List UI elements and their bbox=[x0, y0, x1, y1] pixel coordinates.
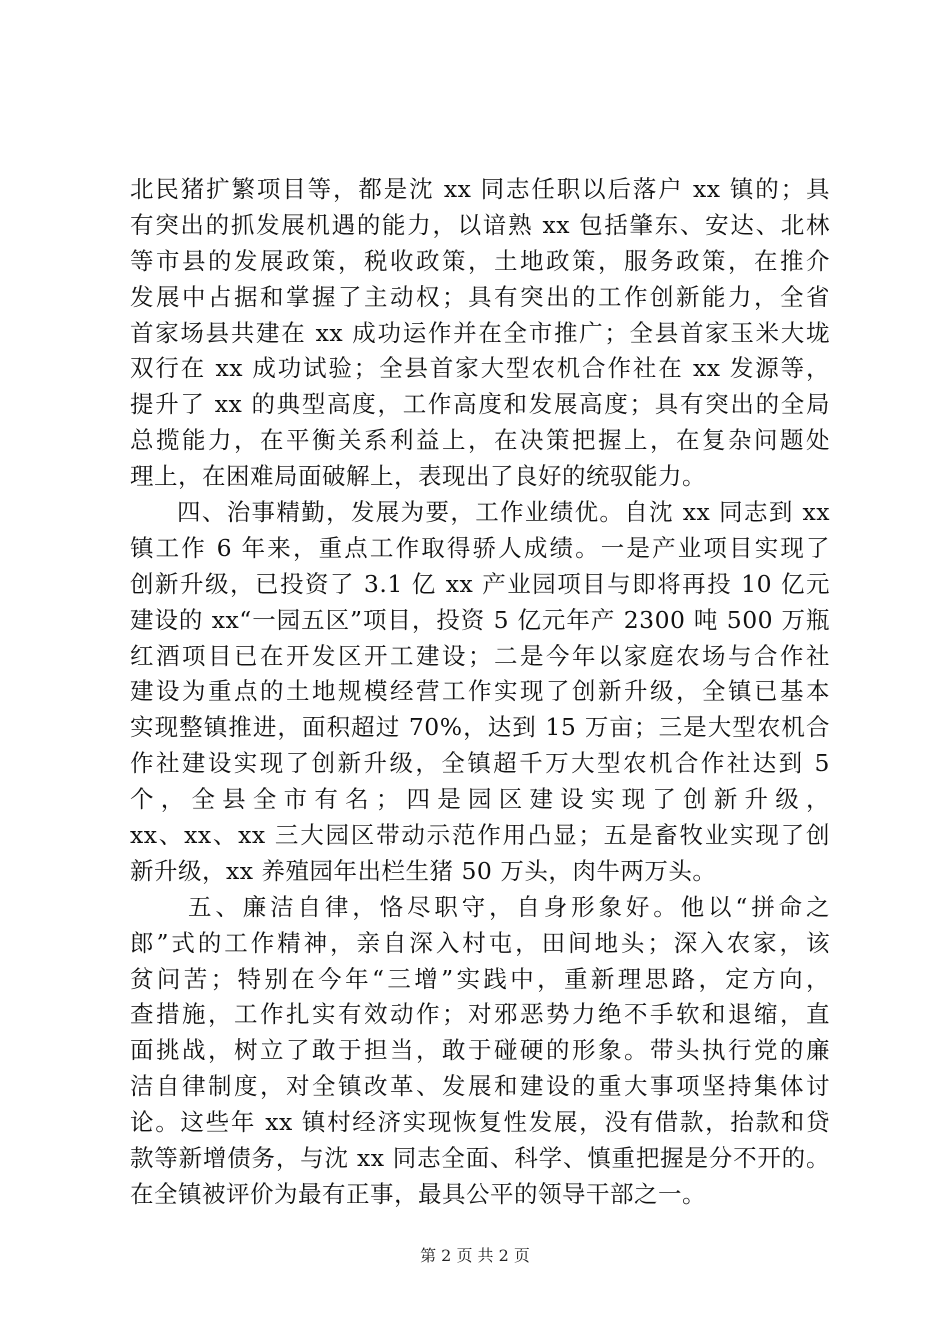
text-line: 首家场县共建在 xx 成功运作并在全市推广；全县首家玉米大垅 bbox=[130, 318, 830, 347]
text-line: 镇工作 6 年来，重点工作取得骄人成绩。一是产业项目实现了 bbox=[130, 533, 830, 562]
text-line: 北民猪扩繁项目等，都是沈 xx 同志任职以后落户 xx 镇的；具 bbox=[130, 175, 830, 203]
text-line: 个，全县全市有名；四是园区建设实现了创新升级， bbox=[130, 785, 830, 814]
paragraph-2 bbox=[130, 495, 830, 890]
text-line: 面挑战，树立了敢于担当，敢于碰硬的形象。带头执行党的廉 bbox=[130, 1036, 830, 1065]
text-line: 贫问苦；特别在今年“三增”实践中，重新理思路，定方向， bbox=[130, 964, 830, 993]
text-line: xx、xx、xx 三大园区带动示范作用凸显；五是畜牧业实现了创 bbox=[130, 821, 830, 850]
document-body bbox=[130, 172, 830, 1213]
text-line: 提升了 xx 的典型高度，工作高度和发展高度；具有突出的全局 bbox=[130, 390, 830, 419]
text-line: 创新升级，已投资了 3.1 亿 xx 产业园项目与即将再投 10 亿元 bbox=[130, 569, 830, 598]
text-line: 查措施，工作扎实有效动作；对邪恶势力绝不手软和退缩，直 bbox=[130, 1000, 830, 1029]
text-line: 总揽能力，在平衡关系利益上，在决策把握上，在复杂问题处 bbox=[130, 426, 830, 455]
paragraph-3 bbox=[130, 890, 830, 1213]
text-line: 理上，在困难局面破解上，表现出了良好的统驭能力。 bbox=[130, 462, 706, 491]
text-line: 款等新增债务，与沈 xx 同志全面、科学、慎重把握是分不开的。 bbox=[130, 1144, 830, 1173]
text-line: 有突出的抓发展机遇的能力，以谙熟 xx 包括肇东、安达、北林 bbox=[130, 210, 830, 239]
text-line: 四、治事精勤，发展为要，工作业绩优。自沈 xx 同志到 xx bbox=[177, 498, 830, 527]
text-line: 双行在 xx 成功试验；全县首家大型农机合作社在 xx 发源等， bbox=[130, 354, 830, 383]
text-line: 新升级，xx 养殖园年出栏生猪 50 万头，肉牛两万头。 bbox=[130, 856, 717, 885]
text-line: 五、廉洁自律，恪尽职守，自身形象好。他以“拼命之 bbox=[188, 892, 830, 921]
text-line: 在全镇被评价为最有正事，最具公平的领导干部之一。 bbox=[130, 1179, 706, 1208]
text-line: 红酒项目已在开发区开工建设；二是今年以家庭农场与合作社 bbox=[130, 641, 830, 670]
page-footer: 第 2 页 共 2 页 bbox=[420, 1246, 530, 1265]
text-line: 洁自律制度，对全镇改革、发展和建设的重大事项坚持集体讨 bbox=[130, 1072, 830, 1101]
text-line: 建设为重点的土地规模经营工作实现了创新升级，全镇已基本 bbox=[130, 677, 830, 706]
text-line: 建设的 xx“一园五区”项目，投资 5 亿元年产 2300 吨 500 万瓶 bbox=[130, 605, 830, 634]
text-line: 等市县的发展政策，税收政策，土地政策，服务政策，在推介 bbox=[130, 246, 830, 275]
paragraph-1 bbox=[130, 172, 830, 495]
text-line: 作社建设实现了创新升级，全镇超千万大型农机合作社达到 5 bbox=[130, 749, 830, 778]
text-line: 发展中占据和掌握了主动权；具有突出的工作创新能力，全省 bbox=[130, 282, 830, 311]
text-line: 实现整镇推进，面积超过 70%，达到 15 万亩；三是大型农机合 bbox=[130, 713, 830, 742]
text-line: 论。这些年 xx 镇村经济实现恢复性发展，没有借款，抬款和贷 bbox=[130, 1108, 830, 1137]
text-line: 郎”式的工作精神，亲自深入村屯，田间地头；深入农家，该 bbox=[130, 928, 830, 957]
